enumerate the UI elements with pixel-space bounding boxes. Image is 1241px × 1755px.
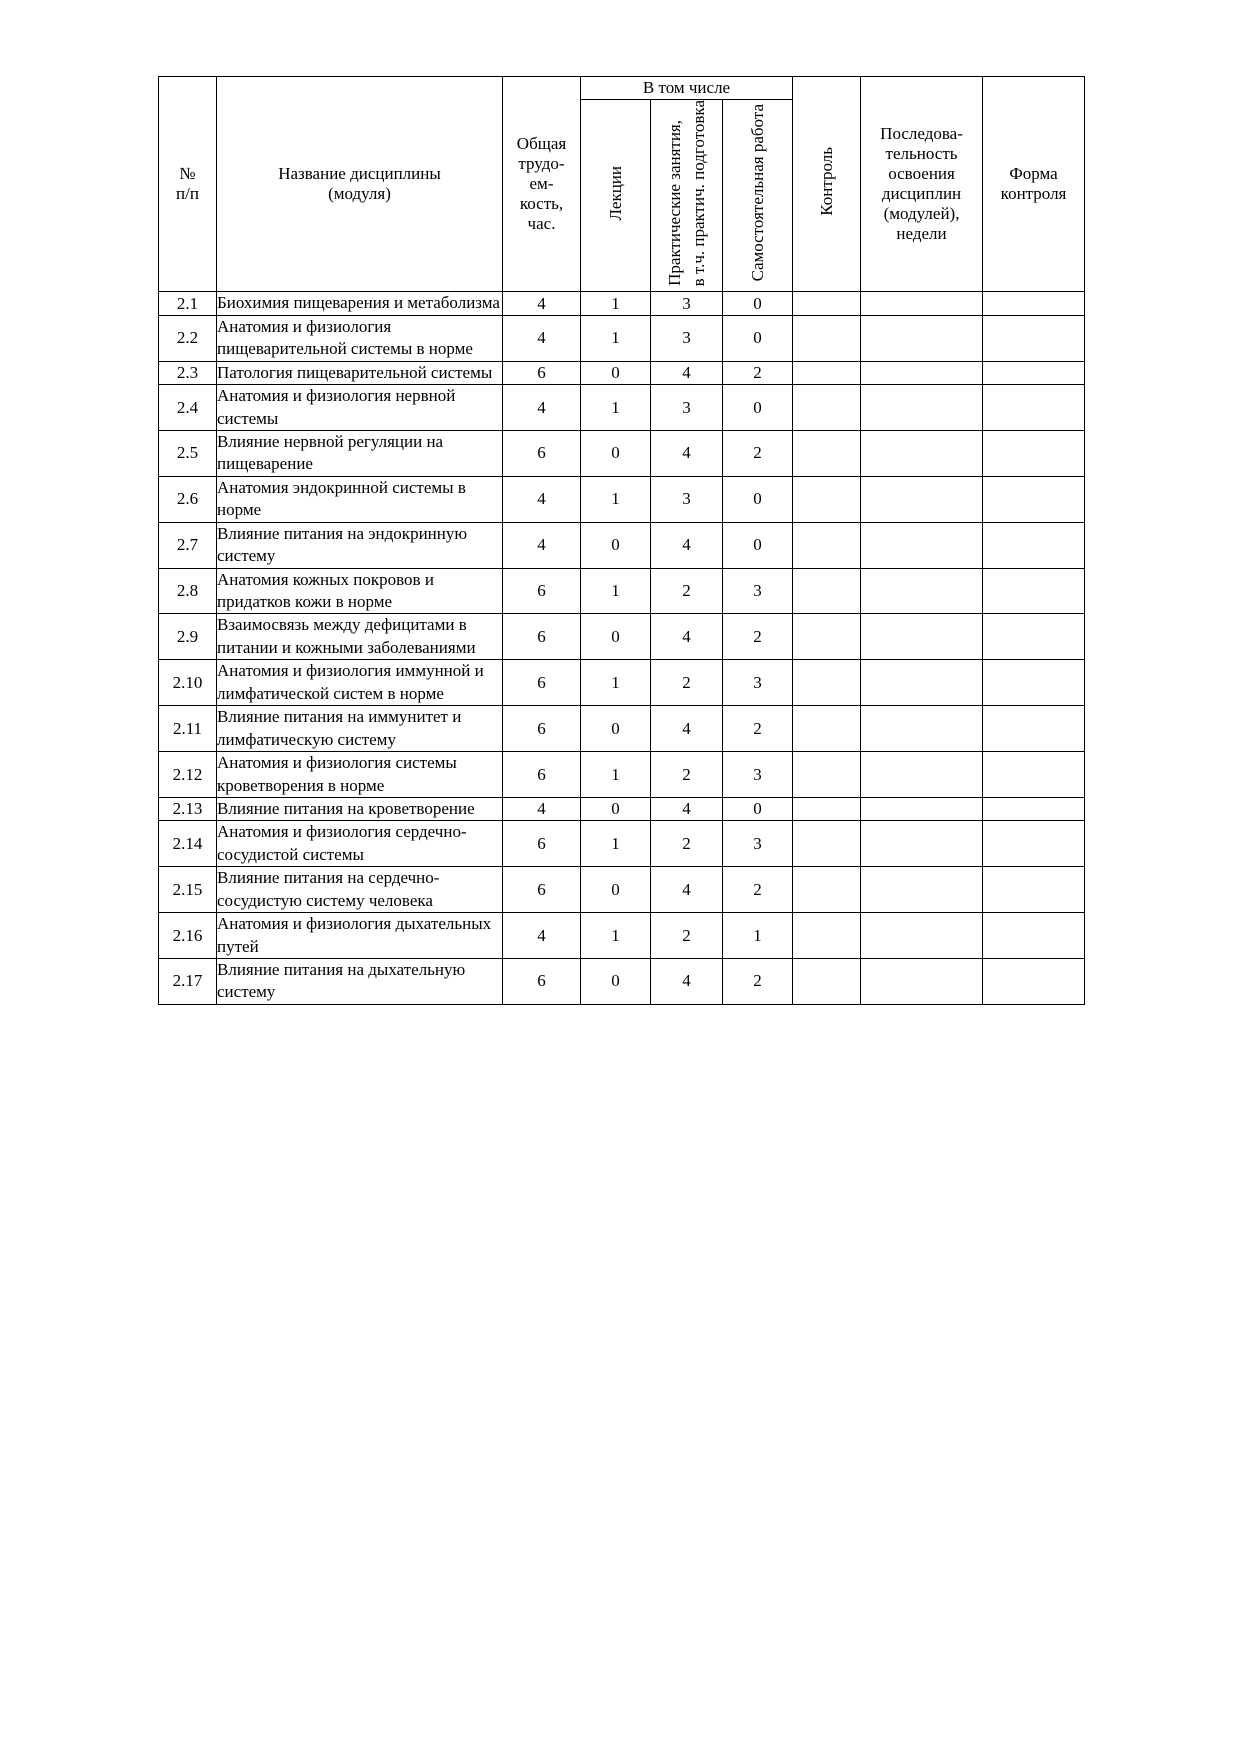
row-number: 2.5	[159, 430, 217, 476]
row-sequence	[861, 797, 983, 820]
table-row	[159, 385, 1085, 431]
row-discipline-name: Влияние питания на сердечно-сосудистую систему человека	[217, 867, 503, 913]
row-sequence	[861, 706, 983, 752]
header-sequence-line5: (модулей),	[883, 204, 960, 224]
row-total-hours: 6	[503, 614, 581, 660]
row-control	[793, 706, 861, 752]
row-control	[793, 292, 861, 315]
header-sequence-line3: освоения	[888, 164, 955, 184]
row-self-study: 3	[723, 752, 793, 798]
row-discipline-name: Влияние питания на кроветворение	[217, 797, 503, 820]
row-self-study: 3	[723, 821, 793, 867]
row-number: 2.14	[159, 821, 217, 867]
table-row	[159, 614, 1085, 660]
row-sequence	[861, 522, 983, 568]
row-lectures: 1	[581, 292, 651, 315]
row-sequence	[861, 752, 983, 798]
header-cell-including: В том числе	[581, 77, 793, 100]
row-number: 2.12	[159, 752, 217, 798]
row-self-study: 2	[723, 867, 793, 913]
row-self-study: 2	[723, 361, 793, 384]
row-self-study: 0	[723, 797, 793, 820]
row-control	[793, 385, 861, 431]
row-control	[793, 660, 861, 706]
row-practical: 3	[651, 385, 723, 431]
row-form	[983, 430, 1085, 476]
row-number: 2.10	[159, 660, 217, 706]
row-practical: 4	[651, 867, 723, 913]
row-discipline-name: Анатомия и физиология системы кроветворения в норме	[217, 752, 503, 798]
row-lectures: 1	[581, 913, 651, 959]
header-cell-discipline-name	[217, 77, 503, 292]
row-lectures: 1	[581, 660, 651, 706]
header-total-line4: кость,	[519, 194, 564, 214]
row-self-study: 0	[723, 476, 793, 522]
row-total-hours: 6	[503, 660, 581, 706]
row-sequence	[861, 821, 983, 867]
row-lectures: 0	[581, 614, 651, 660]
row-total-hours: 6	[503, 959, 581, 1005]
row-discipline-name: Влияние питания на иммунитет и лимфатическую систему	[217, 706, 503, 752]
row-sequence	[861, 614, 983, 660]
row-discipline-name: Анатомия и физиология нервной системы	[217, 385, 503, 431]
row-practical: 4	[651, 959, 723, 1005]
row-lectures: 0	[581, 522, 651, 568]
row-lectures: 0	[581, 797, 651, 820]
row-sequence	[861, 660, 983, 706]
header-total-line1: Общая	[516, 134, 567, 154]
header-lectures-label: Лекции	[605, 165, 625, 221]
row-practical: 2	[651, 660, 723, 706]
header-practical-label-line1: Практические занятия,	[664, 120, 684, 287]
header-sequence-line6: недели	[896, 224, 947, 244]
row-sequence	[861, 315, 983, 361]
row-lectures: 1	[581, 385, 651, 431]
row-form	[983, 361, 1085, 384]
row-sequence	[861, 913, 983, 959]
table-row	[159, 752, 1085, 798]
row-control	[793, 752, 861, 798]
row-lectures: 0	[581, 867, 651, 913]
curriculum-table	[158, 76, 1085, 1005]
row-control	[793, 476, 861, 522]
row-form	[983, 959, 1085, 1005]
table-row	[159, 430, 1085, 476]
row-self-study: 3	[723, 660, 793, 706]
row-form	[983, 522, 1085, 568]
row-form	[983, 614, 1085, 660]
row-control	[793, 430, 861, 476]
row-discipline-name: Анатомия эндокринной системы в норме	[217, 476, 503, 522]
row-control	[793, 522, 861, 568]
table-row	[159, 821, 1085, 867]
row-lectures: 0	[581, 361, 651, 384]
row-control	[793, 568, 861, 614]
row-discipline-name: Анатомия кожных покровов и придатков кожи в норме	[217, 568, 503, 614]
table-row	[159, 913, 1085, 959]
row-number: 2.3	[159, 361, 217, 384]
row-total-hours: 4	[503, 797, 581, 820]
row-discipline-name: Биохимия пищеварения и метаболизма	[217, 292, 503, 315]
row-form	[983, 660, 1085, 706]
row-self-study: 2	[723, 614, 793, 660]
row-sequence	[861, 568, 983, 614]
header-sequence-line4: дисциплин	[881, 184, 962, 204]
row-practical: 3	[651, 315, 723, 361]
header-total-line2: трудо-	[518, 154, 565, 174]
row-self-study: 0	[723, 522, 793, 568]
row-control	[793, 913, 861, 959]
row-lectures: 0	[581, 430, 651, 476]
row-practical: 4	[651, 522, 723, 568]
row-total-hours: 6	[503, 706, 581, 752]
header-number-line1: №	[179, 164, 196, 184]
row-number: 2.13	[159, 797, 217, 820]
header-cell-practical	[651, 100, 723, 292]
table-row	[159, 660, 1085, 706]
row-number: 2.8	[159, 568, 217, 614]
row-form	[983, 315, 1085, 361]
row-lectures: 1	[581, 568, 651, 614]
row-total-hours: 6	[503, 430, 581, 476]
row-discipline-name: Анатомия и физиология пищеварительной системы в норме	[217, 315, 503, 361]
row-practical: 4	[651, 361, 723, 384]
row-total-hours: 4	[503, 522, 581, 568]
row-self-study: 0	[723, 315, 793, 361]
row-number: 2.16	[159, 913, 217, 959]
row-practical: 4	[651, 797, 723, 820]
row-sequence	[861, 430, 983, 476]
row-practical: 3	[651, 476, 723, 522]
row-sequence	[861, 959, 983, 1005]
row-form	[983, 821, 1085, 867]
row-total-hours: 4	[503, 385, 581, 431]
row-form	[983, 867, 1085, 913]
row-number: 2.2	[159, 315, 217, 361]
row-number: 2.11	[159, 706, 217, 752]
row-discipline-name: Влияние питания на эндокринную систему	[217, 522, 503, 568]
table-row	[159, 706, 1085, 752]
header-total-line5: час.	[527, 214, 556, 234]
row-discipline-name: Анатомия и физиология сердечно-сосудистой системы	[217, 821, 503, 867]
row-number: 2.4	[159, 385, 217, 431]
header-form-line2: контроля	[1000, 184, 1067, 204]
header-sequence-line2: тельность	[885, 144, 958, 164]
row-total-hours: 4	[503, 292, 581, 315]
header-self-study-label: Самостоятельная работа	[747, 104, 767, 282]
table-body	[159, 292, 1085, 1005]
row-lectures: 0	[581, 959, 651, 1005]
row-self-study: 2	[723, 430, 793, 476]
row-total-hours: 6	[503, 821, 581, 867]
header-cell-form-of-control	[983, 77, 1085, 292]
row-form	[983, 913, 1085, 959]
row-control	[793, 821, 861, 867]
row-self-study: 3	[723, 568, 793, 614]
row-total-hours: 6	[503, 361, 581, 384]
row-total-hours: 4	[503, 476, 581, 522]
row-total-hours: 6	[503, 752, 581, 798]
row-lectures: 1	[581, 752, 651, 798]
row-practical: 2	[651, 752, 723, 798]
row-control	[793, 959, 861, 1005]
row-total-hours: 4	[503, 913, 581, 959]
header-sequence-line1: Последова-	[880, 124, 963, 144]
row-form	[983, 476, 1085, 522]
row-sequence	[861, 292, 983, 315]
row-practical: 4	[651, 430, 723, 476]
header-total-line3: ем-	[529, 174, 554, 194]
header-name-line2: (модуля)	[328, 184, 391, 204]
row-control	[793, 315, 861, 361]
row-number: 2.6	[159, 476, 217, 522]
row-sequence	[861, 867, 983, 913]
row-discipline-name: Патология пищеварительной системы	[217, 361, 503, 384]
row-number: 2.9	[159, 614, 217, 660]
row-form	[983, 292, 1085, 315]
row-lectures: 1	[581, 476, 651, 522]
row-number: 2.1	[159, 292, 217, 315]
row-control	[793, 614, 861, 660]
row-control	[793, 797, 861, 820]
header-cell-lectures	[581, 100, 651, 292]
row-discipline-name: Взаимосвязь между дефицитами в питании и кожными заболеваниями	[217, 614, 503, 660]
row-total-hours: 6	[503, 867, 581, 913]
row-practical: 2	[651, 568, 723, 614]
row-sequence	[861, 476, 983, 522]
row-form	[983, 797, 1085, 820]
table-header	[159, 77, 1085, 292]
table-row	[159, 522, 1085, 568]
row-self-study: 0	[723, 292, 793, 315]
row-sequence	[861, 385, 983, 431]
row-lectures: 1	[581, 315, 651, 361]
row-number: 2.17	[159, 959, 217, 1005]
row-number: 2.15	[159, 867, 217, 913]
row-number: 2.7	[159, 522, 217, 568]
row-sequence	[861, 361, 983, 384]
table-row	[159, 292, 1085, 315]
row-form	[983, 385, 1085, 431]
row-practical: 2	[651, 913, 723, 959]
row-form	[983, 706, 1085, 752]
header-control-label: Контроль	[816, 147, 836, 217]
row-self-study: 2	[723, 706, 793, 752]
header-cell-self-study	[723, 100, 793, 292]
row-lectures: 1	[581, 821, 651, 867]
row-control	[793, 361, 861, 384]
row-total-hours: 4	[503, 315, 581, 361]
header-row-group	[159, 77, 1085, 100]
row-practical: 2	[651, 821, 723, 867]
table-row	[159, 476, 1085, 522]
header-name-line1: Название дисциплины	[278, 164, 441, 184]
row-discipline-name: Влияние питания на дыхательную систему	[217, 959, 503, 1005]
row-self-study: 0	[723, 385, 793, 431]
header-form-line1: Форма	[1009, 164, 1058, 184]
row-control	[793, 867, 861, 913]
row-practical: 4	[651, 706, 723, 752]
table-row	[159, 959, 1085, 1005]
row-form	[983, 752, 1085, 798]
row-self-study: 1	[723, 913, 793, 959]
header-number-line2: п/п	[176, 184, 199, 204]
row-discipline-name: Влияние нервной регуляции на пищеварение	[217, 430, 503, 476]
header-cell-number	[159, 77, 217, 292]
table-row	[159, 315, 1085, 361]
table-row	[159, 867, 1085, 913]
header-cell-total-hours	[503, 77, 581, 292]
row-form	[983, 568, 1085, 614]
row-practical: 4	[651, 614, 723, 660]
row-self-study: 2	[723, 959, 793, 1005]
table-row	[159, 797, 1085, 820]
header-cell-sequence	[861, 77, 983, 292]
header-practical-label-line2: в т.ч. практич. подготовка	[688, 100, 708, 287]
row-discipline-name: Анатомия и физиология иммунной и лимфатической систем в норме	[217, 660, 503, 706]
table-row	[159, 361, 1085, 384]
row-discipline-name: Анатомия и физиология дыхательных путей	[217, 913, 503, 959]
header-cell-control	[793, 77, 861, 292]
row-lectures: 0	[581, 706, 651, 752]
table-row	[159, 568, 1085, 614]
row-practical: 3	[651, 292, 723, 315]
row-total-hours: 6	[503, 568, 581, 614]
